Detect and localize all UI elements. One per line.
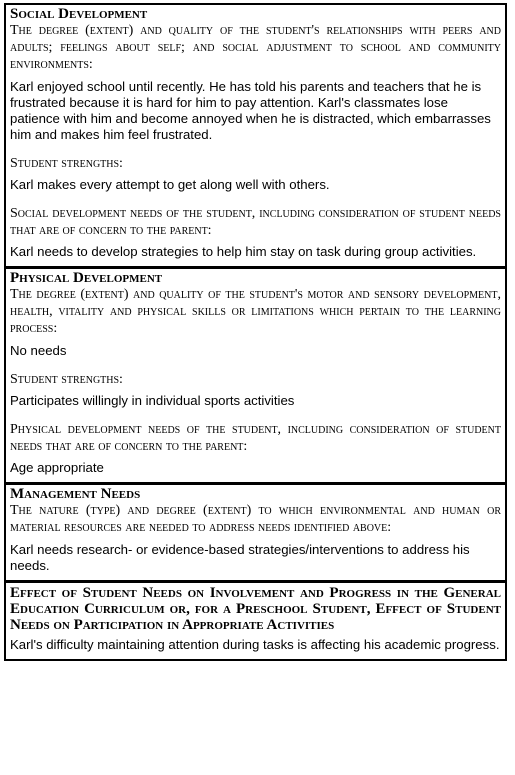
social-needs-text: Karl needs to develop strategies to help him stay on task during group activities. — [10, 244, 477, 259]
physical-strengths-text: Participates willingly in individual sports activities — [10, 393, 295, 408]
physical-development-narrative: No needs — [10, 343, 67, 358]
management-needs-text: Karl needs research- or evidence-based strategies/interventions to address his needs. — [10, 542, 470, 573]
physical-needs-label: Physical development needs of the student, including consideration of student needs that are of concern to the parent: — [10, 422, 501, 454]
management-needs-section — [6, 482, 505, 580]
social-strengths-label: Student strengths: — [10, 156, 123, 171]
physical-development-heading: Physical Development — [10, 270, 163, 286]
physical-development-section — [6, 266, 505, 482]
social-strengths-text: Karl makes every attempt to get along well with others. — [10, 177, 330, 192]
management-needs-description: The nature (type) and degree (extent) to which environmental and human or material resources are needed to address needs identified above: — [10, 503, 501, 535]
social-development-heading: Social Development — [10, 6, 148, 22]
effect-of-needs-heading: Effect of Student Needs on Involvement and Progress in the General Education Curriculum or, for a Preschool Student, Effect of Student Needs on Participation in Appropriate Activities — [10, 585, 501, 633]
management-needs-heading: Management Needs — [10, 486, 141, 502]
physical-needs-text: Age appropriate — [10, 460, 104, 475]
social-development-narrative: Karl enjoyed school until recently. He has told his parents and teachers that he is frustrated because it is hard for him to pay attention. Karl's classmates lose patience with him and become annoyed when he is distracted, which embarrasses him and makes him feel frustrated. — [10, 79, 491, 142]
effect-of-needs-text: Karl's difficulty maintaining attention during tasks is affecting his academic progress. — [10, 637, 500, 652]
social-development-section — [6, 5, 505, 266]
social-development-description: The degree (extent) and quality of the student's relationships with peers and adults; feelings about self; and social adjustment to school and community environments: — [10, 23, 501, 72]
physical-strengths-label: Student strengths: — [10, 372, 123, 387]
social-needs-label: Social development needs of the student, including consideration of student needs that are of concern to the parent: — [10, 206, 501, 238]
iep-page — [4, 3, 507, 661]
effect-of-needs-section — [6, 580, 505, 659]
physical-development-description: The degree (extent) and quality of the student's motor and sensory development, health, vitality and physical skills or limitations which pertain to the learning process: — [10, 287, 501, 336]
